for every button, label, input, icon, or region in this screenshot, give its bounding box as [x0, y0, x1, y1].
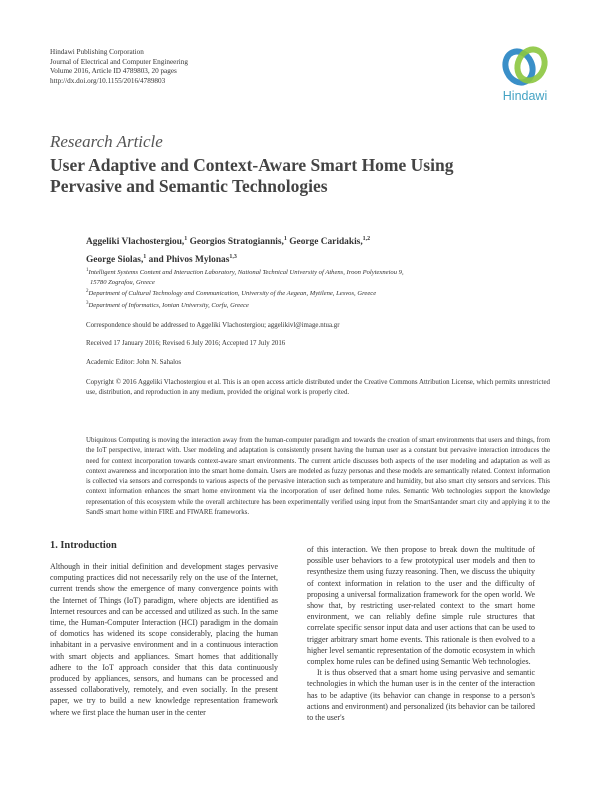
publisher: Hindawi Publishing Corporation	[50, 48, 144, 56]
article-type: Research Article	[50, 132, 163, 151]
hindawi-logo	[495, 43, 555, 109]
volume-info: Volume 2016, Article ID 4789803, 20 pages	[50, 67, 177, 76]
author-name: Georgios Stratogiannis,	[189, 237, 284, 248]
affiliation-2: $^2$Department of Cultural Technology and Communication, University of the Aegean, Mytilene, Lesvos, Greece	[86, 289, 377, 298]
author-list	[86, 232, 506, 267]
logo-wordmark: Hindawi	[502, 89, 548, 103]
affiliations	[86, 266, 516, 311]
paragraph: of this interaction. We then propose to break down the multitude of possible user behaviors to a few prototypical user models and then to resynthesize them using fuzzy reasoning. Then, we discuss the ubiquity of context information in relation to the user and the difficulty of proposing a universal formalization framework for the open world. We show that, by restricting user-related context to the smart home environment, we can reliably define simple rule structures that correlate specific sensor input data and user actions that can be used to trigger arbitrary smart home events. This rationale is then evolved to a higher level semantic representation of the domotic ecosystem in which complex home rules can be defined using Semantic Web technologies.	[307, 545, 535, 667]
author-affil-mark: 1,2	[362, 236, 371, 242]
author-name: George Siolas,	[86, 254, 144, 265]
academic-editor: Academic Editor: John N. Sahalos	[86, 359, 182, 366]
paragraph: Although in their initial definition and development stages pervasive computing practices did not necessarily rely on the use of the Internet, current trends show the emergence of many convergence points with the Internet of Things (IoT) paradigm, where objects are identified as Internet resources and can be accessed and utilized as such. In the same time, the Human-Computer Interaction (HCI) paradigm in the domain of domotics has widened its scope considerably, placing the human inhabitant in a pervasive environment and in a continuous interaction with smart objects and appliances. Smart homes that additionally adhere to the IoT approach consider that this data continuously produced by appliances, sensors, and humans can be processed and assessed collaboratively, remotely, and even socially. In the present paper, we try to build a new knowledge representation framework where we first place the human user in the center	[50, 562, 278, 717]
title-line: Pervasive and Semantic Technologies	[50, 176, 328, 196]
abstract: Ubiquitous Computing is moving the interaction away from the human-computer paradigm and towards the creation of smart environments that users and things, from the IoT perspective, interact with. User modeling and adaptation is consistently present having the human user as a constant but pervasive interaction introduces the need for context incorporation towards context-aware smart environments. The current article discusses both aspects of the user modeling and adaptation as well as context awareness and incorporation into the smart home domain. Users are modeled as fuzzy personas and these models are semantically related. Context information is collected via sensors and corresponds to various aspects of the pervasive interaction such as temperature and humidity, but also smart city sensors and services. This context information enhances the smart home environment via the incorporation of user defined home rules. Semantic Web technologies support the knowledge representation of this ecosystem while the overall architecture has been experimentally verified using input from the SmartSantander smart city and applying it to the SandS smart home within FIRE and FIWARE frameworks.	[86, 437, 550, 517]
journal-name: Journal of Electrical and Computer Engineering	[50, 57, 188, 66]
author-name: Aggeliki Vlachostergiou,	[86, 237, 185, 248]
author-affil-mark: 1	[283, 236, 287, 242]
affiliation-3: $^3$Department of Informatics, Ionian University, Corfu, Greece	[86, 300, 249, 310]
paragraph: It is thus observed that a smart home using pervasive and semantic technologies in which the human user is in the center of the interaction has to be adaptive (its behavior can change in response to a person's actions and environment) and personalized (its behavior can be tailored to the user's	[307, 668, 535, 723]
affiliation-1: $^1$Intelligent Systems Content and Interaction Laboratory, National Technical University of Athens, Iroon Polytexneiou 9,	[86, 268, 404, 277]
affiliation-1-cont: 15780 Zografou, Greece	[90, 278, 155, 286]
author-name: and Phivos Mylonas	[148, 254, 230, 265]
hindawi-logo-icon	[495, 43, 555, 89]
doi-link[interactable]: http://dx.doi.org/10.1155/2016/4789803	[50, 76, 166, 85]
author-affil-mark: 1	[184, 236, 188, 242]
article-dates: Received 17 January 2016; Revised 6 July 2016; Accepted 17 July 2016	[86, 340, 286, 347]
author-affil-mark: 1,3	[229, 253, 237, 260]
intro-left-column	[50, 561, 278, 718]
title-line: User Adaptive and Context-Aware Smart Home Using	[50, 155, 454, 175]
section-heading: 1. Introduction	[50, 540, 117, 551]
copyright-notice: Copyright © 2016 Aggeliki Vlachostergiou et al. This is an open access article distributed under the Creative Commons Attribution License, which permits unrestricted use, distribution, and reproduction in any medium, provided the original work is properly cited.	[86, 379, 550, 396]
author-name: George Caridakis,	[289, 237, 363, 248]
journal-header	[50, 48, 188, 86]
correspondence: Correspondence should be addressed to Aggeliki Vlachostergiou; aggelikivl@image.ntua.gr	[86, 322, 340, 329]
paper-title	[50, 155, 530, 197]
author-affil-mark: 1	[143, 253, 147, 260]
intro-right-column	[307, 544, 535, 723]
